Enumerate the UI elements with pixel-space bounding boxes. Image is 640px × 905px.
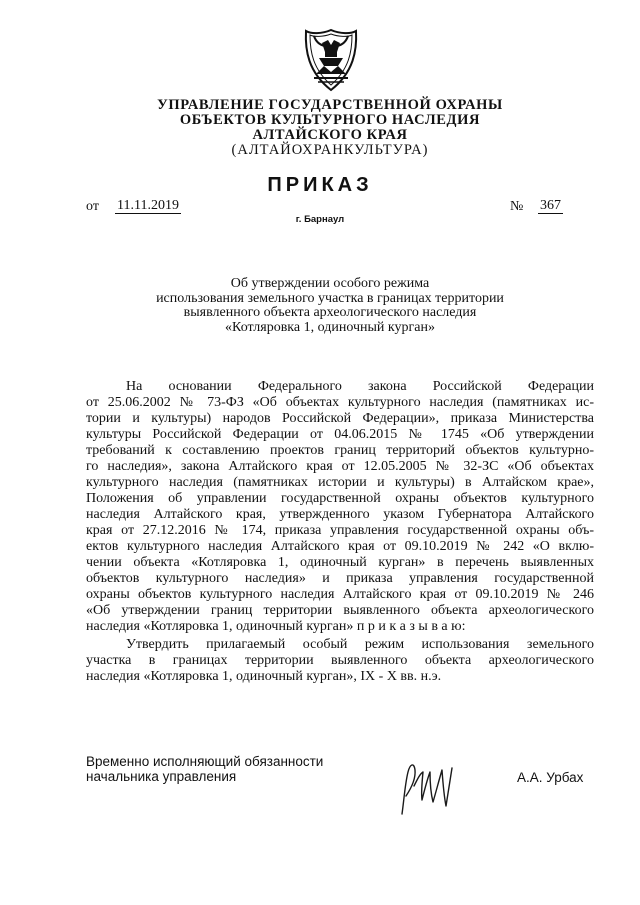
body-line: культурного наследия (памятниках истории и культуры) в Алтайском крае», <box>86 475 594 490</box>
resolution-line: Утвердить прилагаемый особый режим использования земельного <box>126 637 594 652</box>
resolution-line: наследия «Котляровка 1, одиночный курган», IX - X вв. н.э. <box>86 669 442 684</box>
agency-name-line-2: ОБЪЕКТОВ КУЛЬТУРНОГО НАСЛЕДИЯ <box>179 112 481 128</box>
body-line: Положения об управлении государственной охраны объектов культурного <box>86 491 594 506</box>
body-line: культуры Российской Федерации от 04.06.2015 № 1745 «Об утверждении <box>86 427 594 442</box>
subject-line: использования земельного участка в границах территории <box>156 290 504 306</box>
body-line: от 25.06.2002 № 73-ФЗ «Об объектах культурного наследия (памятниках ис- <box>86 395 594 410</box>
position-line: Временно исполняющий обязанности <box>86 754 324 769</box>
body-line: объектов культурного наследия» и приказа управления государственной <box>86 571 594 586</box>
order-title: ПРИКАЗ <box>267 174 373 196</box>
body-line: требований к составлению проектов границ территорий объектов культурно- <box>86 443 594 458</box>
agency-name-line-3: АЛТАЙСКОГО КРАЯ <box>252 127 408 143</box>
coat-of-arms-icon <box>302 28 360 92</box>
body-line: наследия «Котляровка 1, одиночный курган» п р и к а з ы в а ю: <box>86 619 466 634</box>
resolution-line: участка в границах территории выявленного объекта археологического <box>86 653 594 668</box>
agency-name-line-1: УПРАВЛЕНИЕ ГОСУДАРСТВЕННОЙ ОХРАНЫ <box>157 97 503 113</box>
subject-line: Об утверждении особого режима <box>230 276 430 291</box>
order-subject <box>120 277 540 335</box>
number-label: № <box>510 199 524 214</box>
date-label: от <box>86 199 99 214</box>
subject-line: «Котляровка 1, одиночный курган» <box>225 319 435 335</box>
city: г. Барнаул <box>295 214 345 225</box>
body-line: края от 27.12.2016 № 174, приказа управления государственной охраны объ- <box>86 523 594 538</box>
subject-line: выявленного объекта археологического наследия <box>183 305 477 320</box>
signatory-name: А.А. Урбах <box>517 770 584 785</box>
body-line: ектов культурного наследия Алтайского края от 09.10.2019 № 242 «О вклю- <box>86 539 594 554</box>
body-line: На основании Федерального закона Российской Федерации <box>126 379 594 394</box>
body-line: тории и культуры) народов Российской Федерации», приказа Министерства <box>86 411 594 426</box>
body-line: наследия Алтайского края, утвержденного указом Губернатора Алтайского <box>86 507 594 522</box>
handwritten-signature <box>396 756 456 818</box>
order-date: 11.11.2019 <box>117 198 179 213</box>
body-line: го наследия», закона Алтайского края от 12.05.2005 № 32-ЗС «Об объектах <box>86 459 594 474</box>
position-line: начальника управления <box>86 768 237 784</box>
body-line: «Об утверждении границ территории выявленного объекта археологического <box>86 603 594 618</box>
body-line: чении объекта «Котляровка 1, одиночный курган» в перечень выявленных <box>86 555 594 570</box>
order-number: 367 <box>540 198 561 213</box>
agency-short-name: (АЛТАЙОХРАНКУЛЬТУРА) <box>231 142 429 158</box>
body-line: охраны объектов культурного наследия Алтайского края от 09.10.2019 № 246 <box>86 587 594 602</box>
signatory-position <box>86 755 323 784</box>
